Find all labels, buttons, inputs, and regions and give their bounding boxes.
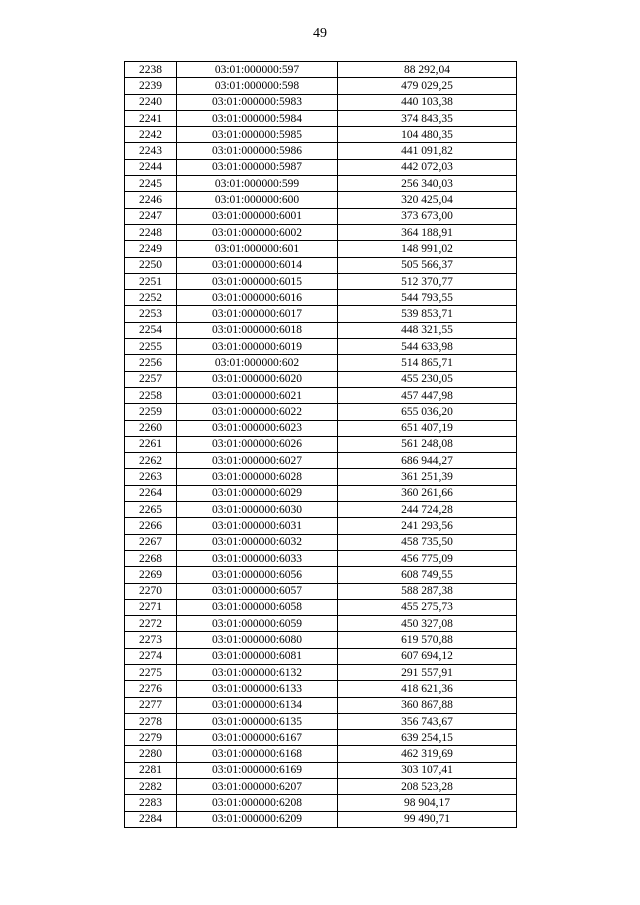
- value-cell: 607 694,12: [338, 648, 517, 664]
- table-row: [125, 453, 517, 469]
- value-cell: 544 793,55: [338, 290, 517, 306]
- table-row: [125, 697, 517, 713]
- cadastral-number-cell: 03:01:000000:6080: [177, 632, 338, 648]
- table-row: [125, 795, 517, 811]
- table-row: [125, 404, 517, 420]
- cadastral-number-cell: 03:01:000000:6133: [177, 681, 338, 697]
- row-number-cell: 2253: [125, 306, 177, 322]
- table-row: [125, 583, 517, 599]
- value-cell: 588 287,38: [338, 583, 517, 599]
- table-row: [125, 62, 517, 78]
- cadastral-number-cell: 03:01:000000:5986: [177, 143, 338, 159]
- cadastral-number-cell: 03:01:000000:6020: [177, 371, 338, 387]
- table-row: [125, 143, 517, 159]
- row-number-cell: 2241: [125, 110, 177, 126]
- value-cell: 456 775,09: [338, 550, 517, 566]
- table-row: [125, 681, 517, 697]
- table-row: [125, 534, 517, 550]
- row-number-cell: 2258: [125, 387, 177, 403]
- table-row: [125, 159, 517, 175]
- value-cell: 442 072,03: [338, 159, 517, 175]
- row-number-cell: 2277: [125, 697, 177, 713]
- row-number-cell: 2254: [125, 322, 177, 338]
- value-cell: 441 091,82: [338, 143, 517, 159]
- cadastral-number-cell: 03:01:000000:6017: [177, 306, 338, 322]
- table-row: [125, 94, 517, 110]
- row-number-cell: 2263: [125, 469, 177, 485]
- value-cell: 303 107,41: [338, 762, 517, 778]
- cadastral-number-cell: 03:01:000000:6016: [177, 290, 338, 306]
- value-cell: 256 340,03: [338, 176, 517, 192]
- row-number-cell: 2249: [125, 241, 177, 257]
- value-cell: 608 749,55: [338, 567, 517, 583]
- cadastral-number-cell: 03:01:000000:6030: [177, 502, 338, 518]
- row-number-cell: 2251: [125, 273, 177, 289]
- row-number-cell: 2257: [125, 371, 177, 387]
- value-cell: 505 566,37: [338, 257, 517, 273]
- value-cell: 98 904,17: [338, 795, 517, 811]
- cadastral-number-cell: 03:01:000000:6135: [177, 713, 338, 729]
- table-row: [125, 371, 517, 387]
- table-row: [125, 224, 517, 240]
- row-number-cell: 2261: [125, 436, 177, 452]
- cadastral-number-cell: 03:01:000000:5983: [177, 94, 338, 110]
- table-row: [125, 273, 517, 289]
- table-row: [125, 518, 517, 534]
- table-row: [125, 730, 517, 746]
- value-cell: 544 633,98: [338, 339, 517, 355]
- value-cell: 514 865,71: [338, 355, 517, 371]
- row-number-cell: 2280: [125, 746, 177, 762]
- table-row: [125, 176, 517, 192]
- row-number-cell: 2283: [125, 795, 177, 811]
- cadastral-number-cell: 03:01:000000:5987: [177, 159, 338, 175]
- table-row: [125, 502, 517, 518]
- registry-table-body: [125, 62, 517, 828]
- value-cell: 462 319,69: [338, 746, 517, 762]
- cadastral-number-cell: 03:01:000000:597: [177, 62, 338, 78]
- cadastral-number-cell: 03:01:000000:6027: [177, 453, 338, 469]
- table-row: [125, 339, 517, 355]
- row-number-cell: 2248: [125, 224, 177, 240]
- row-number-cell: 2272: [125, 616, 177, 632]
- page-number: 49: [313, 26, 327, 41]
- cadastral-number-cell: 03:01:000000:6059: [177, 616, 338, 632]
- value-cell: 455 275,73: [338, 599, 517, 615]
- table-row: [125, 241, 517, 257]
- value-cell: 455 230,05: [338, 371, 517, 387]
- cadastral-number-cell: 03:01:000000:6026: [177, 436, 338, 452]
- value-cell: 539 853,71: [338, 306, 517, 322]
- row-number-cell: 2270: [125, 583, 177, 599]
- value-cell: 208 523,28: [338, 779, 517, 795]
- row-number-cell: 2244: [125, 159, 177, 175]
- cadastral-number-cell: 03:01:000000:6208: [177, 795, 338, 811]
- row-number-cell: 2266: [125, 518, 177, 534]
- row-number-cell: 2267: [125, 534, 177, 550]
- table-row: [125, 420, 517, 436]
- table-row: [125, 632, 517, 648]
- table-row: [125, 550, 517, 566]
- table-row: [125, 110, 517, 126]
- table-row: [125, 290, 517, 306]
- table-row: [125, 127, 517, 143]
- value-cell: 356 743,67: [338, 713, 517, 729]
- cadastral-number-cell: 03:01:000000:5985: [177, 127, 338, 143]
- row-number-cell: 2252: [125, 290, 177, 306]
- value-cell: 361 251,39: [338, 469, 517, 485]
- value-cell: 458 735,50: [338, 534, 517, 550]
- row-number-cell: 2282: [125, 779, 177, 795]
- value-cell: 364 188,91: [338, 224, 517, 240]
- table-row: [125, 779, 517, 795]
- cadastral-number-cell: 03:01:000000:6028: [177, 469, 338, 485]
- row-number-cell: 2268: [125, 550, 177, 566]
- table-row: [125, 599, 517, 615]
- row-number-cell: 2271: [125, 599, 177, 615]
- cadastral-number-cell: 03:01:000000:6002: [177, 224, 338, 240]
- cadastral-number-cell: 03:01:000000:602: [177, 355, 338, 371]
- cadastral-number-cell: 03:01:000000:600: [177, 192, 338, 208]
- table-row: [125, 436, 517, 452]
- cadastral-number-cell: 03:01:000000:6168: [177, 746, 338, 762]
- cadastral-number-cell: 03:01:000000:6019: [177, 339, 338, 355]
- value-cell: 479 029,25: [338, 78, 517, 94]
- value-cell: 99 490,71: [338, 811, 517, 827]
- value-cell: 655 036,20: [338, 404, 517, 420]
- row-number-cell: 2246: [125, 192, 177, 208]
- row-number-cell: 2264: [125, 485, 177, 501]
- table-row: [125, 322, 517, 338]
- row-number-cell: 2260: [125, 420, 177, 436]
- value-cell: 320 425,04: [338, 192, 517, 208]
- row-number-cell: 2256: [125, 355, 177, 371]
- row-number-cell: 2247: [125, 208, 177, 224]
- row-number-cell: 2243: [125, 143, 177, 159]
- cadastral-number-cell: 03:01:000000:6207: [177, 779, 338, 795]
- table-row: [125, 192, 517, 208]
- row-number-cell: 2281: [125, 762, 177, 778]
- value-cell: 651 407,19: [338, 420, 517, 436]
- cadastral-number-cell: 03:01:000000:599: [177, 176, 338, 192]
- cadastral-number-cell: 03:01:000000:6033: [177, 550, 338, 566]
- value-cell: 686 944,27: [338, 453, 517, 469]
- cadastral-number-cell: 03:01:000000:6057: [177, 583, 338, 599]
- value-cell: 291 557,91: [338, 664, 517, 680]
- table-row: [125, 257, 517, 273]
- cadastral-number-cell: 03:01:000000:598: [177, 78, 338, 94]
- row-number-cell: 2242: [125, 127, 177, 143]
- table-row: [125, 648, 517, 664]
- value-cell: 241 293,56: [338, 518, 517, 534]
- row-number-cell: 2255: [125, 339, 177, 355]
- cadastral-number-cell: 03:01:000000:6209: [177, 811, 338, 827]
- cadastral-number-cell: 03:01:000000:601: [177, 241, 338, 257]
- row-number-cell: 2265: [125, 502, 177, 518]
- table-row: [125, 746, 517, 762]
- cadastral-number-cell: 03:01:000000:6132: [177, 664, 338, 680]
- value-cell: 373 673,00: [338, 208, 517, 224]
- cadastral-number-cell: 03:01:000000:6022: [177, 404, 338, 420]
- cadastral-number-cell: 03:01:000000:6023: [177, 420, 338, 436]
- value-cell: 374 843,35: [338, 110, 517, 126]
- table-row: [125, 306, 517, 322]
- cadastral-number-cell: 03:01:000000:6001: [177, 208, 338, 224]
- table-row: [125, 485, 517, 501]
- row-number-cell: 2278: [125, 713, 177, 729]
- cadastral-number-cell: 03:01:000000:5984: [177, 110, 338, 126]
- row-number-cell: 2259: [125, 404, 177, 420]
- registry-table: [124, 61, 517, 828]
- row-number-cell: 2274: [125, 648, 177, 664]
- cadastral-number-cell: 03:01:000000:6029: [177, 485, 338, 501]
- value-cell: 619 570,88: [338, 632, 517, 648]
- value-cell: 440 103,38: [338, 94, 517, 110]
- value-cell: 148 991,02: [338, 241, 517, 257]
- value-cell: 450 327,08: [338, 616, 517, 632]
- table-row: [125, 713, 517, 729]
- row-number-cell: 2284: [125, 811, 177, 827]
- table-row: [125, 208, 517, 224]
- table-row: [125, 811, 517, 827]
- table-row: [125, 567, 517, 583]
- value-cell: 457 447,98: [338, 387, 517, 403]
- table-row: [125, 664, 517, 680]
- row-number-cell: 2276: [125, 681, 177, 697]
- value-cell: 360 261,66: [338, 485, 517, 501]
- cadastral-number-cell: 03:01:000000:6014: [177, 257, 338, 273]
- value-cell: 244 724,28: [338, 502, 517, 518]
- cadastral-number-cell: 03:01:000000:6058: [177, 599, 338, 615]
- row-number-cell: 2239: [125, 78, 177, 94]
- table-row: [125, 469, 517, 485]
- cadastral-number-cell: 03:01:000000:6021: [177, 387, 338, 403]
- table-row: [125, 78, 517, 94]
- table-row: [125, 387, 517, 403]
- cadastral-number-cell: 03:01:000000:6169: [177, 762, 338, 778]
- cadastral-number-cell: 03:01:000000:6081: [177, 648, 338, 664]
- row-number-cell: 2240: [125, 94, 177, 110]
- value-cell: 639 254,15: [338, 730, 517, 746]
- row-number-cell: 2275: [125, 664, 177, 680]
- cadastral-number-cell: 03:01:000000:6134: [177, 697, 338, 713]
- row-number-cell: 2238: [125, 62, 177, 78]
- cadastral-number-cell: 03:01:000000:6031: [177, 518, 338, 534]
- value-cell: 104 480,35: [338, 127, 517, 143]
- value-cell: 418 621,36: [338, 681, 517, 697]
- cadastral-number-cell: 03:01:000000:6167: [177, 730, 338, 746]
- row-number-cell: 2250: [125, 257, 177, 273]
- row-number-cell: 2279: [125, 730, 177, 746]
- value-cell: 448 321,55: [338, 322, 517, 338]
- row-number-cell: 2245: [125, 176, 177, 192]
- table-row: [125, 616, 517, 632]
- cadastral-number-cell: 03:01:000000:6015: [177, 273, 338, 289]
- row-number-cell: 2273: [125, 632, 177, 648]
- value-cell: 360 867,88: [338, 697, 517, 713]
- row-number-cell: 2269: [125, 567, 177, 583]
- table-row: [125, 762, 517, 778]
- row-number-cell: 2262: [125, 453, 177, 469]
- value-cell: 561 248,08: [338, 436, 517, 452]
- cadastral-number-cell: 03:01:000000:6032: [177, 534, 338, 550]
- table-row: [125, 355, 517, 371]
- value-cell: 88 292,04: [338, 62, 517, 78]
- cadastral-number-cell: 03:01:000000:6056: [177, 567, 338, 583]
- cadastral-number-cell: 03:01:000000:6018: [177, 322, 338, 338]
- value-cell: 512 370,77: [338, 273, 517, 289]
